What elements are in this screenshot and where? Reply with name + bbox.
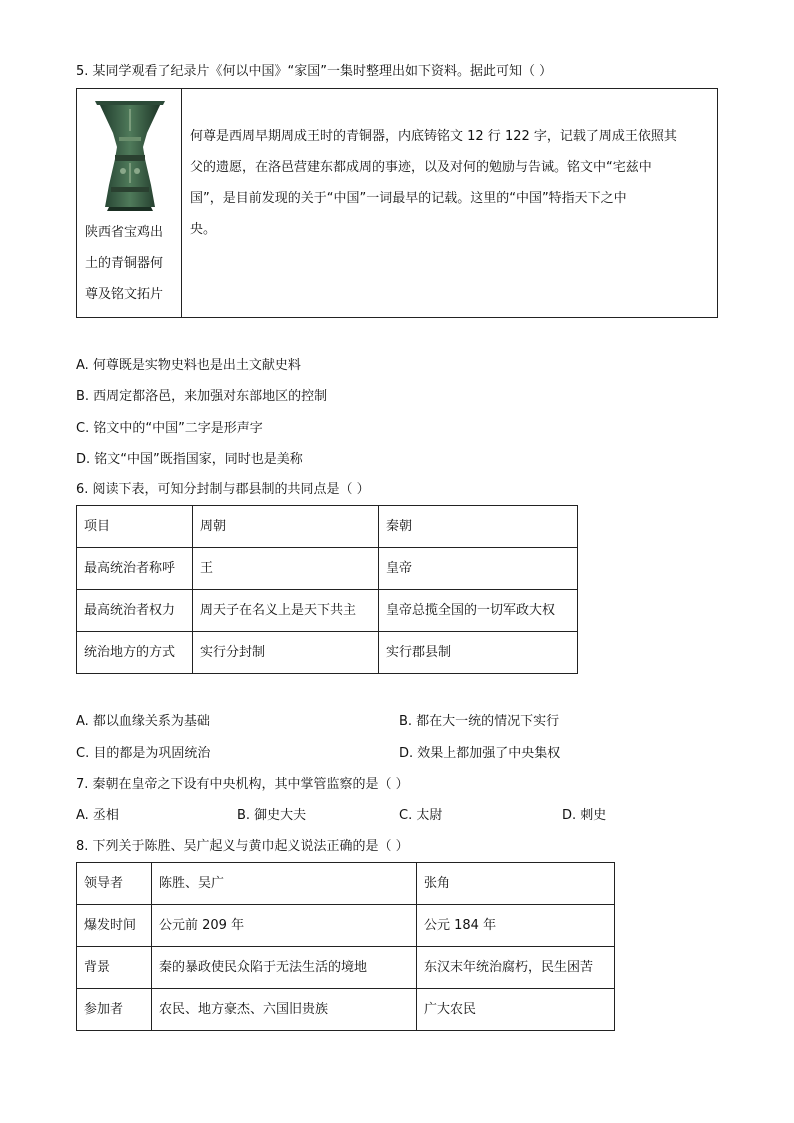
q8-cell: 爆发时间 xyxy=(77,905,152,947)
q6-cell: 统治地方的方式 xyxy=(77,632,193,674)
q6-cell: 周天子在名义上是天下共主 xyxy=(193,590,379,632)
q7-option-c: C. 太尉 xyxy=(399,808,443,823)
q6-option-b: B. 都在大一统的情况下实行 xyxy=(399,714,560,729)
q6-option-d: D. 效果上都加强了中央集权 xyxy=(399,746,561,761)
q8-cell: 公元前 209 年 xyxy=(152,905,417,947)
q5-description-line: 何尊是西周早期周成王时的青铜器，内底铸铭文 12 行 122 字，记载了周成王依照其 xyxy=(190,129,677,144)
q7-option-d: D. 刺史 xyxy=(562,808,607,823)
q6-cell: 皇帝 xyxy=(379,548,578,590)
q6-cell: 王 xyxy=(193,548,379,590)
q5-description xyxy=(182,89,718,318)
q6-cell: 项目 xyxy=(77,506,193,548)
q8-cell: 东汉末年统治腐朽，民生困苦 xyxy=(417,947,615,989)
q7-option-b: B. 御史大夫 xyxy=(237,808,307,823)
q6-cell: 周朝 xyxy=(193,506,379,548)
q8-cell: 公元 184 年 xyxy=(417,905,615,947)
q6-option-a: A. 都以血缘关系为基础 xyxy=(76,714,210,729)
q5-description-line: 国”，是目前发现的关于“中国”一词最早的记载。这里的“中国”特指天下之中 xyxy=(190,191,627,206)
bronze-vessel-image xyxy=(85,95,175,215)
q5-option-a: A. 何尊既是实物史料也是出土文献史料 xyxy=(76,358,301,373)
q6-cell: 最高统治者称呼 xyxy=(77,548,193,590)
q5-caption-line: 尊及铭文拓片 xyxy=(85,287,164,302)
q8-cell: 参加者 xyxy=(77,989,152,1031)
q6-cell: 实行分封制 xyxy=(193,632,379,674)
q8-cell: 领导者 xyxy=(77,863,152,905)
q8-cell: 陈胜、吴广 xyxy=(152,863,417,905)
q5-stem: 5. 某同学观看了纪录片《何以中国》“家国”一集时整理出如下资料。据此可知（ ） xyxy=(76,64,553,79)
q6-cell: 皇帝总揽全国的一切军政大权 xyxy=(379,590,578,632)
q8-cell: 广大农民 xyxy=(417,989,615,1031)
q5-option-b: B. 西周定都洛邑，来加强对东部地区的控制 xyxy=(76,389,328,404)
q8-cell: 秦的暴政使民众陷于无法生活的境地 xyxy=(152,947,417,989)
q8-cell: 背景 xyxy=(77,947,152,989)
q6-cell: 秦朝 xyxy=(379,506,578,548)
q8-stem: 8. 下列关于陈胜、吴广起义与黄巾起义说法正确的是（ ） xyxy=(76,839,409,854)
q5-option-d: D. 铭文“中国”既指国家，同时也是美称 xyxy=(76,452,303,467)
q6-stem: 6. 阅读下表，可知分封制与郡县制的共同点是（ ） xyxy=(76,482,370,497)
q7-stem: 7. 秦朝在皇帝之下设有中央机构，其中掌管监察的是（ ） xyxy=(76,777,409,792)
q6-option-c: C. 目的都是为巩固统治 xyxy=(76,746,211,761)
q6-cell: 最高统治者权力 xyxy=(77,590,193,632)
q5-image-cell xyxy=(77,89,182,318)
q5-table xyxy=(76,88,718,318)
q5-description-line: 父的遗愿，在洛邑营建东都成周的事迹，以及对何的勉励与告诫。铭文中“宅兹中 xyxy=(190,160,652,175)
q8-table xyxy=(76,862,615,1031)
q6-cell: 实行郡县制 xyxy=(379,632,578,674)
q8-cell: 张角 xyxy=(417,863,615,905)
q6-table xyxy=(76,505,578,674)
q5-description-line: 央。 xyxy=(190,222,217,237)
q5-caption-line: 陕西省宝鸡出 xyxy=(85,225,164,240)
q5-option-c: C. 铭文中的“中国”二字是形声字 xyxy=(76,421,263,436)
q5-caption-line: 土的青铜器何 xyxy=(85,256,164,271)
q8-cell: 农民、地方豪杰、六国旧贵族 xyxy=(152,989,417,1031)
q7-option-a: A. 丞相 xyxy=(76,808,119,823)
